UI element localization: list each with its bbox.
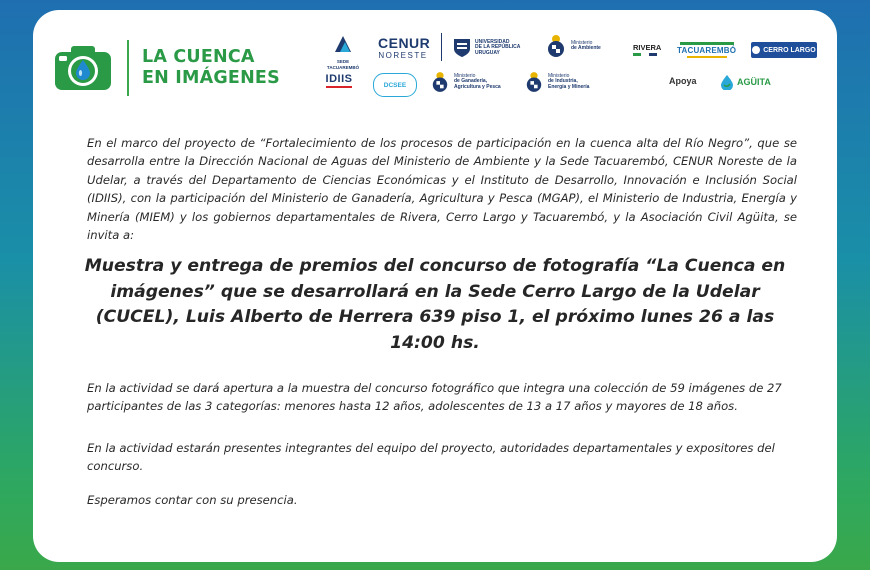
apoya-label: Apoya bbox=[669, 76, 697, 86]
sede-tacuarembo-icon bbox=[332, 34, 354, 54]
ambiente-label-2: de Ambiente bbox=[571, 45, 601, 51]
cerro-largo-icon bbox=[752, 46, 760, 54]
uruguay-coat-of-arms-icon bbox=[546, 34, 566, 58]
brand-divider bbox=[127, 40, 129, 96]
miem-coat-of-arms-icon bbox=[525, 71, 543, 93]
dcsee-logo bbox=[373, 73, 417, 97]
logo-divider bbox=[441, 33, 442, 61]
rivera-stripe bbox=[633, 53, 657, 56]
sede-tacuarembo-label: SEDE TACUAREMBÓ bbox=[326, 59, 360, 70]
cerro-largo-logo bbox=[751, 42, 817, 58]
intro-paragraph: En el marco del proyecto de “Fortalecimiento de los procesos de participación en la cuenca alta del Río Negro”, que se desarrolla entre la Dirección Nacional de Aguas del Ministerio de Ambiente y la Sede Tacuarembó, CENUR Noreste de la Udelar, a través del Departamento de Ciencias Económicas y el Instituto de Desarrollo, Innovación e Inclusión Social (IDIIS), con la participación del Ministerio de Ganadería, Agricultura y Pesca (MGAP), el Ministerio de Industria, Energía y Minería (MIEM) y los gobiernos departamentales de Rivera, Cerro Largo y Tacuarembó, y la Asociación Civil Agüita, se invita a: bbox=[87, 136, 797, 243]
mgap-coat-of-arms-icon bbox=[431, 71, 449, 93]
miem-label-3: Energía y Minería bbox=[548, 83, 590, 90]
dcsee-label: DCSEE bbox=[383, 81, 407, 89]
invitation-card bbox=[33, 10, 837, 562]
idiis-logo bbox=[323, 73, 355, 88]
tacuarembo-stripe bbox=[680, 42, 734, 45]
attendees-paragraph: En la actividad estarán presentes integrantes del equipo del proyecto, autoridades departamentales y expositores del concurso. bbox=[87, 441, 775, 473]
aguita-label: AGÜITA bbox=[737, 77, 771, 87]
cenur-logo bbox=[378, 35, 431, 60]
mgap-label-1: Ministerio bbox=[454, 72, 476, 79]
mgap-logo bbox=[431, 71, 501, 93]
event-headline: Muestra y entrega de premios del concurso de fotografía “La Cuenca en imágenes” que se desarrollará en la Sede Cerro Largo de la Udelar (CUCEL), Luis Alberto de Herrera 639 piso 1, el próximo lunes 26 a las 14:00 hs. bbox=[84, 256, 786, 353]
aguita-drop-icon bbox=[720, 74, 734, 90]
brand-block bbox=[53, 40, 280, 96]
sede-tacuarembo-logo bbox=[323, 34, 363, 70]
udelar-logo bbox=[453, 38, 520, 58]
camera-drop-icon bbox=[53, 45, 113, 91]
aguita-logo bbox=[720, 74, 771, 90]
closing-paragraph: Esperamos contar con su presencia. bbox=[87, 493, 298, 507]
udelar-shield-icon bbox=[453, 38, 471, 58]
idiis-label: IDIIS bbox=[325, 73, 353, 85]
tacuarembo-underline bbox=[687, 56, 727, 58]
brand-title bbox=[142, 47, 280, 89]
tacuarembo-logo bbox=[677, 42, 736, 58]
miem-label-2: de Industria, bbox=[548, 78, 578, 85]
mgap-label-3: Agricultura y Pesca bbox=[454, 83, 501, 90]
cenur-label-bottom: NORESTE bbox=[378, 51, 428, 60]
udelar-label-2: DE LA REPÚBLICA bbox=[475, 44, 521, 51]
udelar-label-1: UNIVERSIDAD bbox=[475, 38, 510, 45]
miem-logo bbox=[525, 71, 589, 93]
cenur-label-top: CENUR bbox=[378, 35, 431, 51]
ambiente-label-1: Ministerio bbox=[571, 39, 593, 46]
udelar-label-3: URUGUAY bbox=[475, 49, 500, 56]
cerro-largo-label: CERRO LARGO bbox=[763, 46, 816, 54]
rivera-logo bbox=[633, 43, 661, 56]
exhibition-paragraph: En la actividad se dará apertura a la muestra del concurso fotográfico que integra una colección de 59 imágenes de 27 participantes de las 3 categorías: menores hasta 12 años, adolescentes de 13 a 17 años y mayores de 18 años. bbox=[87, 381, 782, 413]
miem-label-1: Ministerio bbox=[548, 72, 570, 79]
mgap-label-2: de Ganadería, bbox=[454, 78, 488, 85]
ministerio-ambiente-logo bbox=[546, 34, 601, 58]
idiis-underline bbox=[326, 86, 352, 88]
brand-title-line2: EN IMÁGENES bbox=[142, 68, 280, 88]
tacuarembo-label: TACUAREMBÓ bbox=[677, 46, 737, 55]
brand-title-line1: LA CUENCA bbox=[142, 47, 255, 67]
rivera-label: RIVERA bbox=[633, 43, 662, 52]
